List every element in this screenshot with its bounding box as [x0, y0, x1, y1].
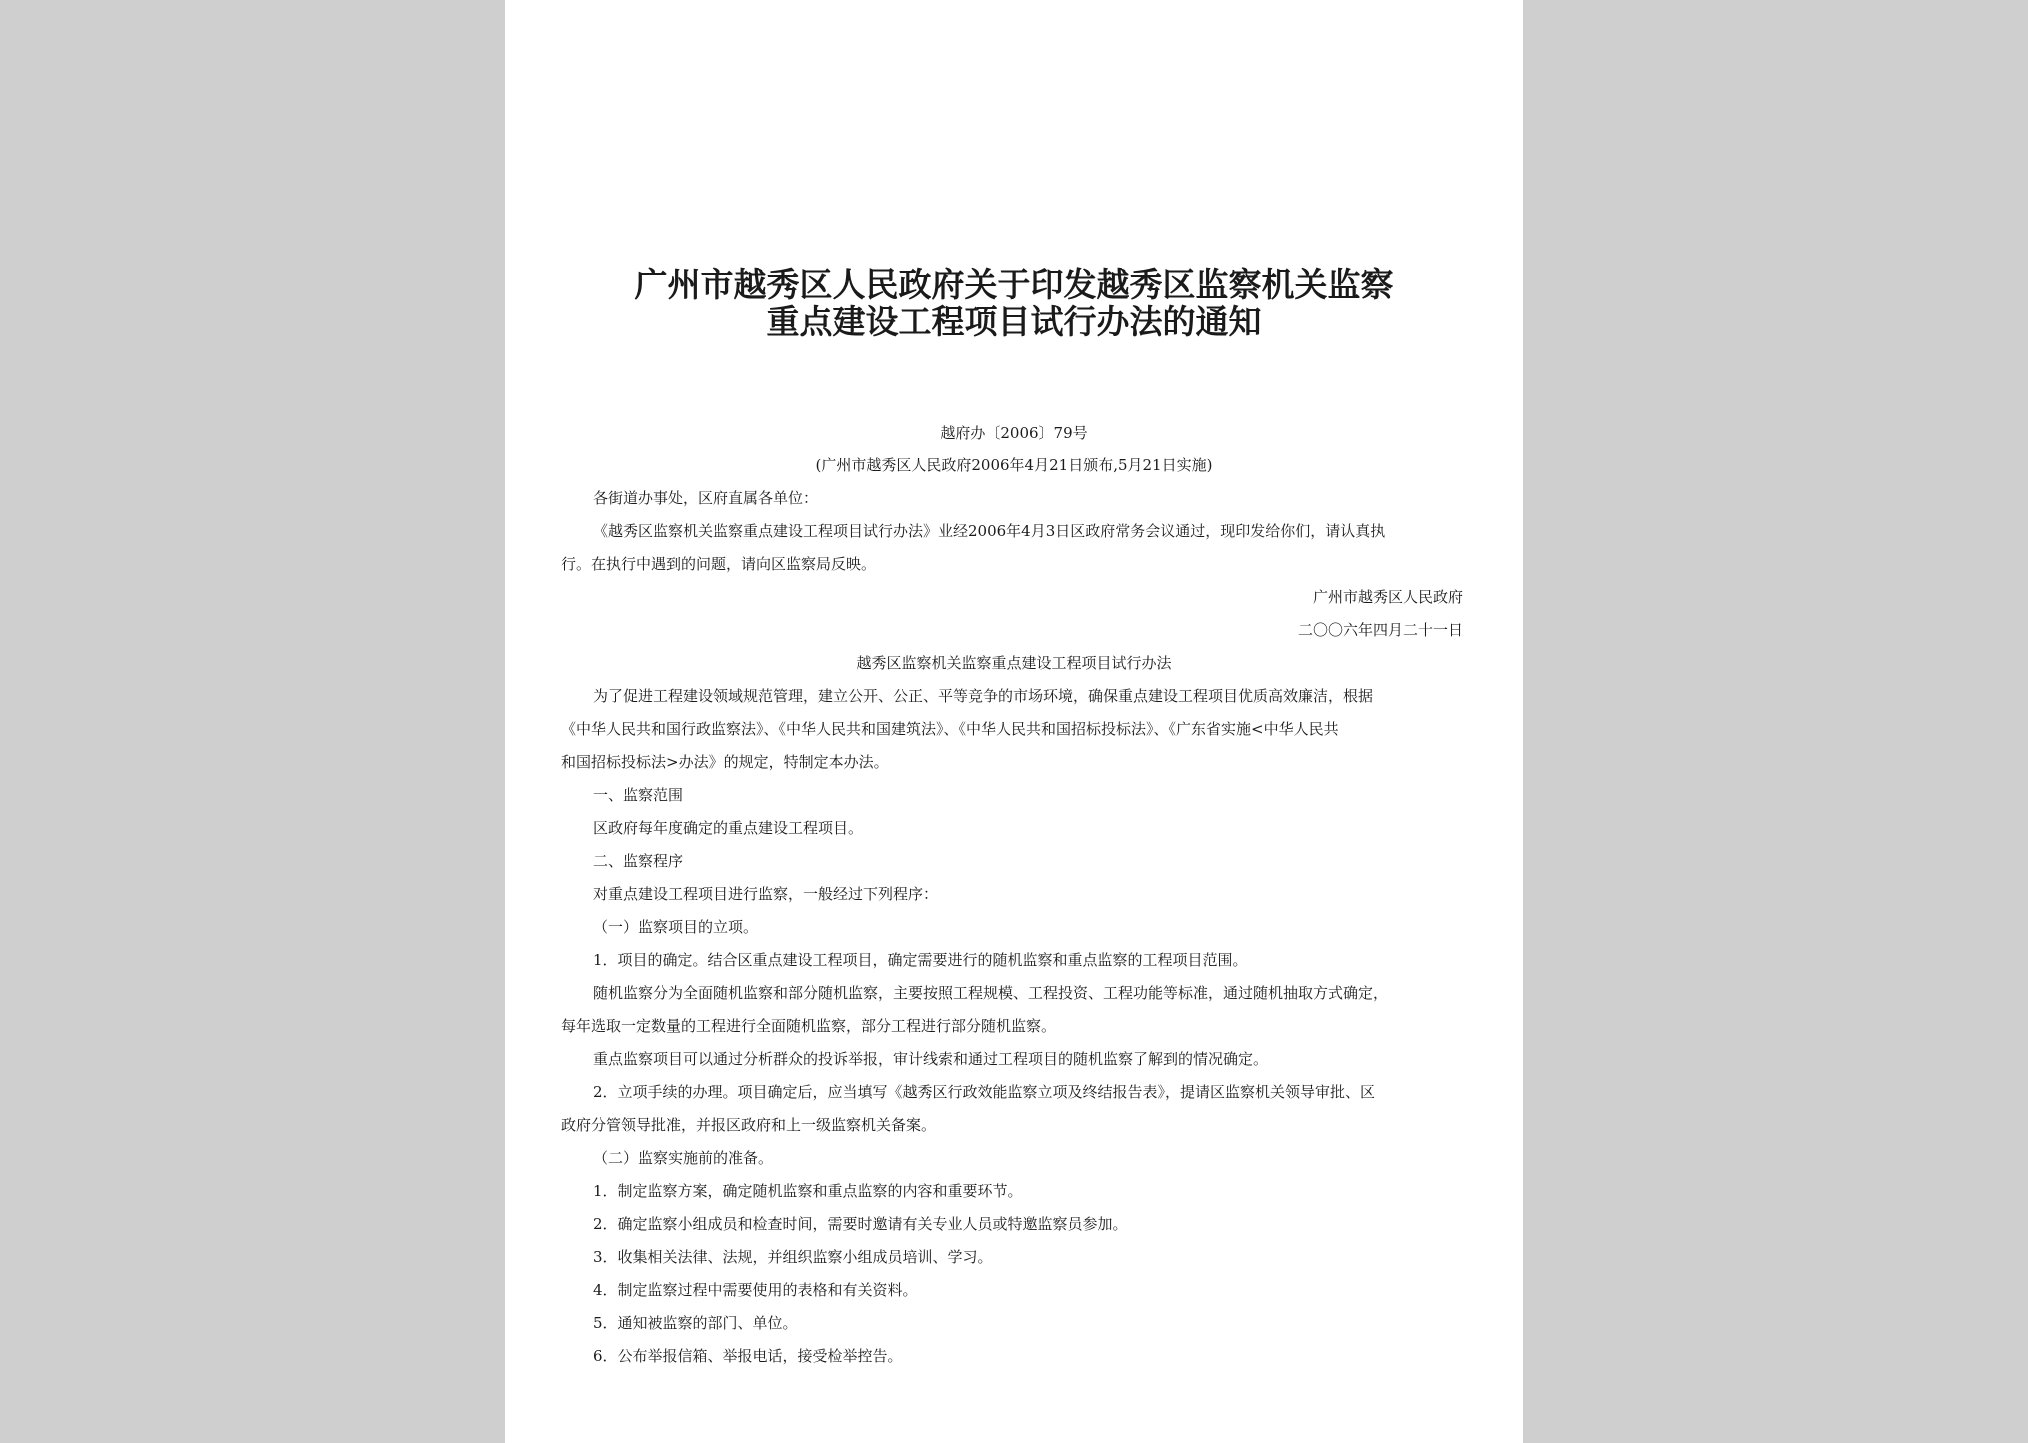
- paragraph-1-line-2: 行。在执行中遇到的问题，请向区监察局反映。: [561, 555, 877, 573]
- section-2-heading: 二、监察程序: [593, 852, 684, 870]
- random-line-1: 随机监察分为全面随机监察和部分随机监察，主要按照工程规模、工程投资、工程功能等标准，通过随机抽取方式确定，: [593, 984, 1389, 1002]
- subsection-2-heading: （二）监察实施前的准备。: [593, 1149, 774, 1167]
- signer: 广州市越秀区人民政府: [1312, 588, 1463, 606]
- prep-item-2: 2．确定监察小组成员和检查时间，需要时邀请有关专业人员或特邀监察员参加。: [593, 1215, 1128, 1233]
- addressee: 各街道办事处，区府直属各单位：: [593, 489, 819, 507]
- intro-line-1: 为了促进工程建设领域规范管理，建立公开、公正、平等竞争的市场环境，确保重点建设工程项目优质高效廉洁，根据: [593, 687, 1374, 705]
- date: 二〇〇六年四月二十一日: [1297, 621, 1463, 639]
- intro-line-3: 和国招标投标法>办法》的规定，特制定本办法。: [561, 753, 889, 771]
- subsection-1-heading: （一）监察项目的立项。: [593, 918, 759, 936]
- section-2-body: 对重点建设工程项目进行监察，一般经过下列程序：: [593, 885, 939, 903]
- item-1: 1．项目的确定。结合区重点建设工程项目，确定需要进行的随机监察和重点监察的工程项目范围。: [593, 951, 1248, 969]
- item-2-line-1: 2．立项手续的办理。项目确定后，应当填写《越秀区行政效能监察立项及终结报告表》，提请区监察机关领导审批、区: [593, 1083, 1376, 1101]
- title-line-1: 广州市越秀区人民政府关于印发越秀区监察机关监察: [634, 265, 1394, 304]
- document-page: [505, 0, 1523, 1443]
- item-2-line-2: 政府分管领导批准，并报区政府和上一级监察机关备案。: [561, 1116, 937, 1134]
- prep-item-4: 4．制定监察过程中需要使用的表格和有关资料。: [593, 1281, 918, 1299]
- prep-item-3: 3．收集相关法律、法规，并组织监察小组成员培训、学习。: [593, 1248, 993, 1266]
- title-line-2: 重点建设工程项目试行办法的通知: [766, 302, 1262, 341]
- intro-line-2: 《中华人民共和国行政监察法》、《中华人民共和国建筑法》、《中华人民共和国招标投标法》、《广东省实施<中华人民共: [561, 720, 1339, 738]
- prep-item-6: 6．公布举报信箱、举报电话，接受检举控告。: [593, 1347, 903, 1365]
- key-inspection-line: 重点监察项目可以通过分析群众的投诉举报，审计线索和通过工程项目的随机监察了解到的情况确定。: [593, 1050, 1269, 1068]
- document-number: 越府办〔2006〕79号: [940, 424, 1088, 442]
- prep-item-5: 5．通知被监察的部门、单位。: [593, 1314, 798, 1332]
- section-1-heading: 一、监察范围: [593, 786, 684, 804]
- subtitle: 越秀区监察机关监察重点建设工程项目试行办法: [856, 654, 1172, 672]
- prep-item-1: 1．制定监察方案，确定随机监察和重点监察的内容和重要环节。: [593, 1182, 1023, 1200]
- issue-info: (广州市越秀区人民政府2006年4月21日颁布,5月21日实施): [815, 456, 1213, 474]
- random-line-2: 每年选取一定数量的工程进行全面随机监察，部分工程进行部分随机监察。: [561, 1017, 1057, 1035]
- section-1-body: 区政府每年度确定的重点建设工程项目。: [593, 819, 864, 837]
- paragraph-1-line-1: 《越秀区监察机关监察重点建设工程项目试行办法》业经2006年4月3日区政府常务会议通过，现印发给你们，请认真执: [593, 522, 1386, 540]
